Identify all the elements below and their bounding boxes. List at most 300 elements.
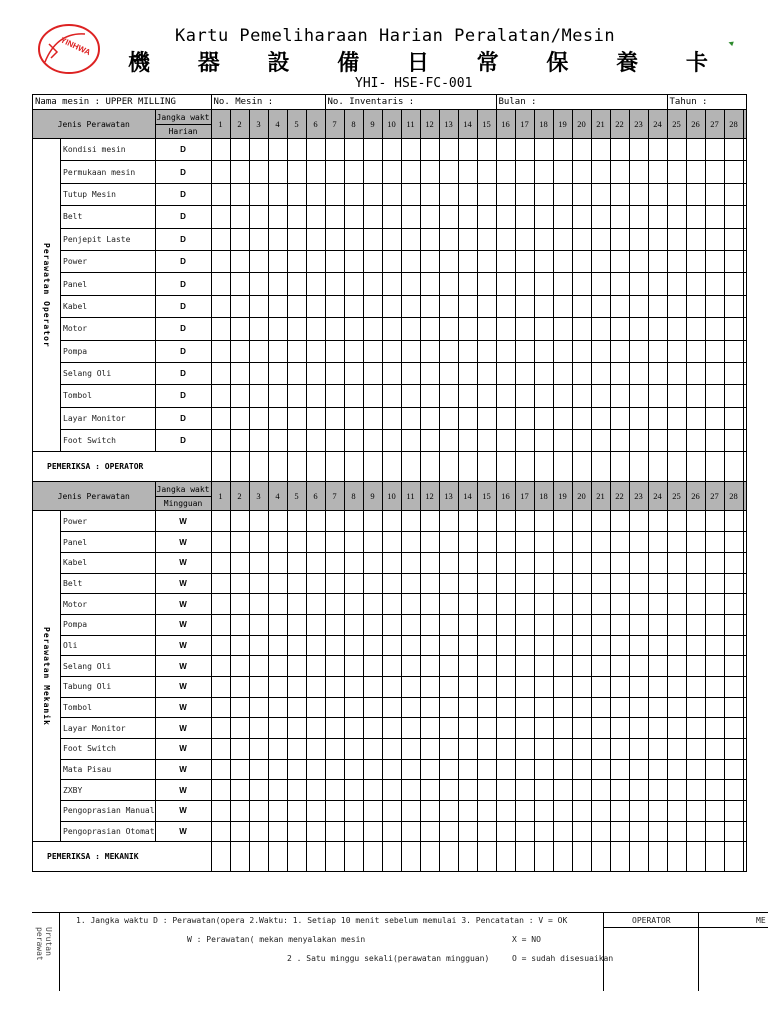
check-cell[interactable] [515, 614, 534, 635]
check-cell[interactable] [458, 250, 477, 272]
check-cell[interactable] [477, 228, 496, 250]
check-cell[interactable] [420, 385, 439, 407]
check-cell[interactable] [629, 697, 648, 718]
check-cell[interactable] [287, 206, 306, 228]
check-cell[interactable] [439, 656, 458, 677]
check-cell[interactable] [515, 801, 534, 822]
check-cell[interactable] [629, 676, 648, 697]
check-cell[interactable] [572, 362, 591, 384]
check-cell[interactable] [211, 161, 230, 183]
check-cell[interactable] [686, 614, 705, 635]
check-cell[interactable] [724, 407, 743, 429]
check-cell[interactable] [439, 594, 458, 615]
check-cell[interactable] [477, 573, 496, 594]
check-cell[interactable] [363, 139, 382, 161]
check-cell[interactable] [344, 594, 363, 615]
check-cell[interactable] [629, 614, 648, 635]
check-cell[interactable] [344, 614, 363, 635]
check-cell[interactable] [553, 656, 572, 677]
check-cell[interactable] [401, 739, 420, 760]
check-cell[interactable] [591, 780, 610, 801]
check-cell[interactable] [401, 273, 420, 295]
check-cell[interactable] [249, 430, 268, 452]
check-cell[interactable] [344, 407, 363, 429]
check-cell[interactable] [629, 635, 648, 656]
check-cell[interactable] [629, 430, 648, 452]
signature-cell[interactable] [553, 842, 572, 872]
check-cell[interactable] [344, 532, 363, 553]
check-cell[interactable] [610, 340, 629, 362]
signature-cell[interactable] [420, 842, 439, 872]
check-cell[interactable] [344, 139, 363, 161]
signature-cell[interactable] [287, 842, 306, 872]
check-cell[interactable] [306, 385, 325, 407]
check-cell[interactable] [496, 511, 515, 532]
check-cell[interactable] [534, 552, 553, 573]
check-cell[interactable] [477, 318, 496, 340]
check-cell[interactable] [458, 573, 477, 594]
check-cell[interactable] [553, 532, 572, 553]
check-cell[interactable] [249, 780, 268, 801]
check-cell[interactable] [591, 318, 610, 340]
check-cell[interactable] [382, 139, 401, 161]
check-cell[interactable] [344, 759, 363, 780]
check-cell[interactable] [420, 250, 439, 272]
check-cell[interactable] [553, 635, 572, 656]
check-cell[interactable] [401, 594, 420, 615]
check-cell[interactable] [458, 318, 477, 340]
check-cell[interactable] [515, 676, 534, 697]
check-cell[interactable] [515, 594, 534, 615]
check-cell[interactable] [382, 635, 401, 656]
check-cell[interactable] [363, 511, 382, 532]
check-cell[interactable] [496, 340, 515, 362]
check-cell[interactable] [325, 340, 344, 362]
check-cell[interactable] [648, 318, 667, 340]
check-cell[interactable] [306, 511, 325, 532]
check-cell[interactable] [268, 635, 287, 656]
check-cell[interactable] [458, 139, 477, 161]
check-cell[interactable] [610, 676, 629, 697]
check-cell[interactable] [572, 183, 591, 205]
check-cell[interactable] [382, 183, 401, 205]
check-cell[interactable] [249, 739, 268, 760]
check-cell[interactable] [230, 676, 249, 697]
check-cell[interactable] [648, 385, 667, 407]
check-cell[interactable] [306, 532, 325, 553]
check-cell[interactable] [648, 206, 667, 228]
check-cell[interactable] [610, 718, 629, 739]
check-cell[interactable] [439, 739, 458, 760]
signature-cell[interactable] [610, 452, 629, 482]
check-cell[interactable] [705, 161, 724, 183]
signature-cell[interactable] [534, 842, 553, 872]
check-cell[interactable] [534, 273, 553, 295]
check-cell[interactable] [572, 614, 591, 635]
check-cell[interactable] [287, 139, 306, 161]
signature-cell[interactable] [401, 452, 420, 482]
check-cell[interactable] [420, 340, 439, 362]
check-cell[interactable] [325, 228, 344, 250]
check-cell[interactable] [629, 228, 648, 250]
check-cell[interactable] [515, 295, 534, 317]
check-cell[interactable] [724, 318, 743, 340]
check-cell[interactable] [363, 161, 382, 183]
check-cell[interactable] [724, 362, 743, 384]
check-cell[interactable] [211, 656, 230, 677]
check-cell[interactable] [629, 362, 648, 384]
check-cell[interactable] [268, 318, 287, 340]
signature-cell[interactable] [686, 842, 705, 872]
check-cell[interactable] [610, 614, 629, 635]
check-cell[interactable] [705, 511, 724, 532]
check-cell[interactable] [363, 739, 382, 760]
check-cell[interactable] [705, 635, 724, 656]
check-cell[interactable] [667, 139, 686, 161]
check-cell[interactable] [648, 739, 667, 760]
check-cell[interactable] [230, 161, 249, 183]
check-cell[interactable] [325, 385, 344, 407]
check-cell[interactable] [230, 801, 249, 822]
check-cell[interactable] [705, 295, 724, 317]
check-cell[interactable] [344, 573, 363, 594]
check-cell[interactable] [496, 739, 515, 760]
check-cell[interactable] [496, 318, 515, 340]
check-cell[interactable] [648, 697, 667, 718]
check-cell[interactable] [534, 676, 553, 697]
check-cell[interactable] [534, 511, 553, 532]
check-cell[interactable] [211, 718, 230, 739]
check-cell[interactable] [230, 532, 249, 553]
check-cell[interactable] [287, 759, 306, 780]
check-cell[interactable] [401, 295, 420, 317]
check-cell[interactable] [572, 552, 591, 573]
signature-cell[interactable] [724, 842, 743, 872]
check-cell[interactable] [287, 250, 306, 272]
check-cell[interactable] [667, 183, 686, 205]
check-cell[interactable] [629, 511, 648, 532]
check-cell[interactable] [610, 780, 629, 801]
check-cell[interactable] [268, 183, 287, 205]
check-cell[interactable] [591, 511, 610, 532]
check-cell[interactable] [515, 511, 534, 532]
check-cell[interactable] [667, 718, 686, 739]
check-cell[interactable] [249, 552, 268, 573]
check-cell[interactable] [534, 821, 553, 842]
check-cell[interactable] [515, 362, 534, 384]
check-cell[interactable] [724, 759, 743, 780]
check-cell[interactable] [686, 635, 705, 656]
check-cell[interactable] [705, 656, 724, 677]
check-cell[interactable] [268, 407, 287, 429]
check-cell[interactable] [534, 183, 553, 205]
check-cell[interactable] [249, 407, 268, 429]
check-cell[interactable] [477, 183, 496, 205]
check-cell[interactable] [629, 407, 648, 429]
check-cell[interactable] [591, 385, 610, 407]
check-cell[interactable] [496, 821, 515, 842]
check-cell[interactable] [268, 594, 287, 615]
check-cell[interactable] [401, 656, 420, 677]
check-cell[interactable] [439, 821, 458, 842]
check-cell[interactable] [458, 697, 477, 718]
check-cell[interactable] [458, 656, 477, 677]
check-cell[interactable] [306, 635, 325, 656]
check-cell[interactable] [610, 656, 629, 677]
check-cell[interactable] [325, 801, 344, 822]
check-cell[interactable] [724, 780, 743, 801]
check-cell[interactable] [287, 656, 306, 677]
check-cell[interactable] [325, 273, 344, 295]
check-cell[interactable] [325, 780, 344, 801]
check-cell[interactable] [249, 821, 268, 842]
check-cell[interactable] [211, 295, 230, 317]
check-cell[interactable] [534, 697, 553, 718]
check-cell[interactable] [211, 573, 230, 594]
check-cell[interactable] [268, 676, 287, 697]
check-cell[interactable] [705, 430, 724, 452]
check-cell[interactable] [724, 430, 743, 452]
check-cell[interactable] [705, 183, 724, 205]
check-cell[interactable] [363, 594, 382, 615]
check-cell[interactable] [420, 228, 439, 250]
check-cell[interactable] [610, 739, 629, 760]
check-cell[interactable] [629, 656, 648, 677]
check-cell[interactable] [344, 821, 363, 842]
check-cell[interactable] [325, 318, 344, 340]
check-cell[interactable] [287, 340, 306, 362]
check-cell[interactable] [648, 532, 667, 553]
check-cell[interactable] [306, 739, 325, 760]
check-cell[interactable] [648, 635, 667, 656]
check-cell[interactable] [686, 573, 705, 594]
check-cell[interactable] [420, 511, 439, 532]
check-cell[interactable] [211, 407, 230, 429]
check-cell[interactable] [724, 739, 743, 760]
check-cell[interactable] [553, 573, 572, 594]
check-cell[interactable] [724, 139, 743, 161]
check-cell[interactable] [439, 385, 458, 407]
check-cell[interactable] [382, 759, 401, 780]
check-cell[interactable] [211, 614, 230, 635]
check-cell[interactable] [363, 318, 382, 340]
check-cell[interactable] [382, 273, 401, 295]
check-cell[interactable] [572, 228, 591, 250]
check-cell[interactable] [230, 273, 249, 295]
check-cell[interactable] [458, 362, 477, 384]
check-cell[interactable] [648, 759, 667, 780]
check-cell[interactable] [591, 161, 610, 183]
check-cell[interactable] [268, 430, 287, 452]
check-cell[interactable] [629, 206, 648, 228]
check-cell[interactable] [211, 250, 230, 272]
check-cell[interactable] [591, 821, 610, 842]
check-cell[interactable] [591, 362, 610, 384]
check-cell[interactable] [705, 821, 724, 842]
check-cell[interactable] [458, 385, 477, 407]
check-cell[interactable] [496, 718, 515, 739]
check-cell[interactable] [496, 801, 515, 822]
check-cell[interactable] [477, 407, 496, 429]
check-cell[interactable] [553, 273, 572, 295]
check-cell[interactable] [629, 552, 648, 573]
check-cell[interactable] [439, 614, 458, 635]
check-cell[interactable] [686, 318, 705, 340]
check-cell[interactable] [458, 228, 477, 250]
check-cell[interactable] [477, 430, 496, 452]
check-cell[interactable] [553, 385, 572, 407]
check-cell[interactable] [230, 295, 249, 317]
check-cell[interactable] [325, 676, 344, 697]
check-cell[interactable] [420, 614, 439, 635]
check-cell[interactable] [705, 139, 724, 161]
check-cell[interactable] [439, 206, 458, 228]
check-cell[interactable] [382, 614, 401, 635]
check-cell[interactable] [268, 228, 287, 250]
check-cell[interactable] [534, 718, 553, 739]
check-cell[interactable] [572, 161, 591, 183]
check-cell[interactable] [534, 430, 553, 452]
check-cell[interactable] [667, 635, 686, 656]
check-cell[interactable] [458, 780, 477, 801]
check-cell[interactable] [629, 718, 648, 739]
check-cell[interactable] [553, 614, 572, 635]
check-cell[interactable] [496, 759, 515, 780]
check-cell[interactable] [268, 697, 287, 718]
check-cell[interactable] [534, 318, 553, 340]
check-cell[interactable] [211, 780, 230, 801]
check-cell[interactable] [629, 532, 648, 553]
check-cell[interactable] [610, 362, 629, 384]
check-cell[interactable] [515, 656, 534, 677]
signature-cell[interactable] [610, 842, 629, 872]
check-cell[interactable] [306, 801, 325, 822]
check-cell[interactable] [724, 250, 743, 272]
check-cell[interactable] [211, 594, 230, 615]
check-cell[interactable] [401, 362, 420, 384]
check-cell[interactable] [363, 573, 382, 594]
check-cell[interactable] [325, 532, 344, 553]
check-cell[interactable] [515, 183, 534, 205]
check-cell[interactable] [211, 801, 230, 822]
check-cell[interactable] [344, 739, 363, 760]
check-cell[interactable] [553, 139, 572, 161]
check-cell[interactable] [401, 676, 420, 697]
check-cell[interactable] [344, 718, 363, 739]
signature-cell[interactable] [268, 842, 287, 872]
check-cell[interactable] [553, 801, 572, 822]
check-cell[interactable] [610, 635, 629, 656]
check-cell[interactable] [382, 780, 401, 801]
check-cell[interactable] [477, 656, 496, 677]
check-cell[interactable] [515, 739, 534, 760]
check-cell[interactable] [439, 511, 458, 532]
check-cell[interactable] [553, 780, 572, 801]
check-cell[interactable] [325, 573, 344, 594]
check-cell[interactable] [610, 594, 629, 615]
check-cell[interactable] [230, 139, 249, 161]
signature-cell[interactable] [534, 452, 553, 482]
check-cell[interactable] [610, 385, 629, 407]
check-cell[interactable] [553, 430, 572, 452]
check-cell[interactable] [648, 228, 667, 250]
check-cell[interactable] [515, 250, 534, 272]
check-cell[interactable] [496, 676, 515, 697]
signature-cell[interactable] [667, 842, 686, 872]
check-cell[interactable] [230, 362, 249, 384]
signature-cell[interactable] [287, 452, 306, 482]
check-cell[interactable] [363, 407, 382, 429]
check-cell[interactable] [268, 739, 287, 760]
check-cell[interactable] [249, 340, 268, 362]
check-cell[interactable] [268, 295, 287, 317]
check-cell[interactable] [610, 139, 629, 161]
check-cell[interactable] [477, 161, 496, 183]
check-cell[interactable] [610, 697, 629, 718]
check-cell[interactable] [629, 385, 648, 407]
check-cell[interactable] [401, 759, 420, 780]
check-cell[interactable] [439, 718, 458, 739]
check-cell[interactable] [420, 780, 439, 801]
check-cell[interactable] [420, 718, 439, 739]
check-cell[interactable] [667, 362, 686, 384]
check-cell[interactable] [667, 821, 686, 842]
check-cell[interactable] [287, 594, 306, 615]
check-cell[interactable] [401, 183, 420, 205]
check-cell[interactable] [230, 573, 249, 594]
signature-cell[interactable] [325, 452, 344, 482]
check-cell[interactable] [705, 273, 724, 295]
check-cell[interactable] [705, 780, 724, 801]
check-cell[interactable] [211, 676, 230, 697]
check-cell[interactable] [515, 759, 534, 780]
check-cell[interactable] [401, 532, 420, 553]
check-cell[interactable] [648, 656, 667, 677]
check-cell[interactable] [477, 295, 496, 317]
check-cell[interactable] [591, 801, 610, 822]
check-cell[interactable] [515, 821, 534, 842]
check-cell[interactable] [686, 739, 705, 760]
check-cell[interactable] [572, 573, 591, 594]
check-cell[interactable] [458, 594, 477, 615]
check-cell[interactable] [724, 552, 743, 573]
check-cell[interactable] [553, 676, 572, 697]
check-cell[interactable] [572, 801, 591, 822]
check-cell[interactable] [610, 250, 629, 272]
check-cell[interactable] [325, 161, 344, 183]
check-cell[interactable] [724, 273, 743, 295]
check-cell[interactable] [325, 759, 344, 780]
check-cell[interactable] [724, 511, 743, 532]
check-cell[interactable] [306, 573, 325, 594]
check-cell[interactable] [591, 552, 610, 573]
check-cell[interactable] [515, 228, 534, 250]
check-cell[interactable] [667, 228, 686, 250]
check-cell[interactable] [591, 718, 610, 739]
signature-cell[interactable] [382, 452, 401, 482]
check-cell[interactable] [534, 759, 553, 780]
check-cell[interactable] [629, 139, 648, 161]
check-cell[interactable] [306, 759, 325, 780]
check-cell[interactable] [439, 250, 458, 272]
check-cell[interactable] [686, 511, 705, 532]
check-cell[interactable] [610, 228, 629, 250]
check-cell[interactable] [667, 340, 686, 362]
check-cell[interactable] [420, 739, 439, 760]
check-cell[interactable] [534, 635, 553, 656]
check-cell[interactable] [230, 318, 249, 340]
check-cell[interactable] [629, 183, 648, 205]
